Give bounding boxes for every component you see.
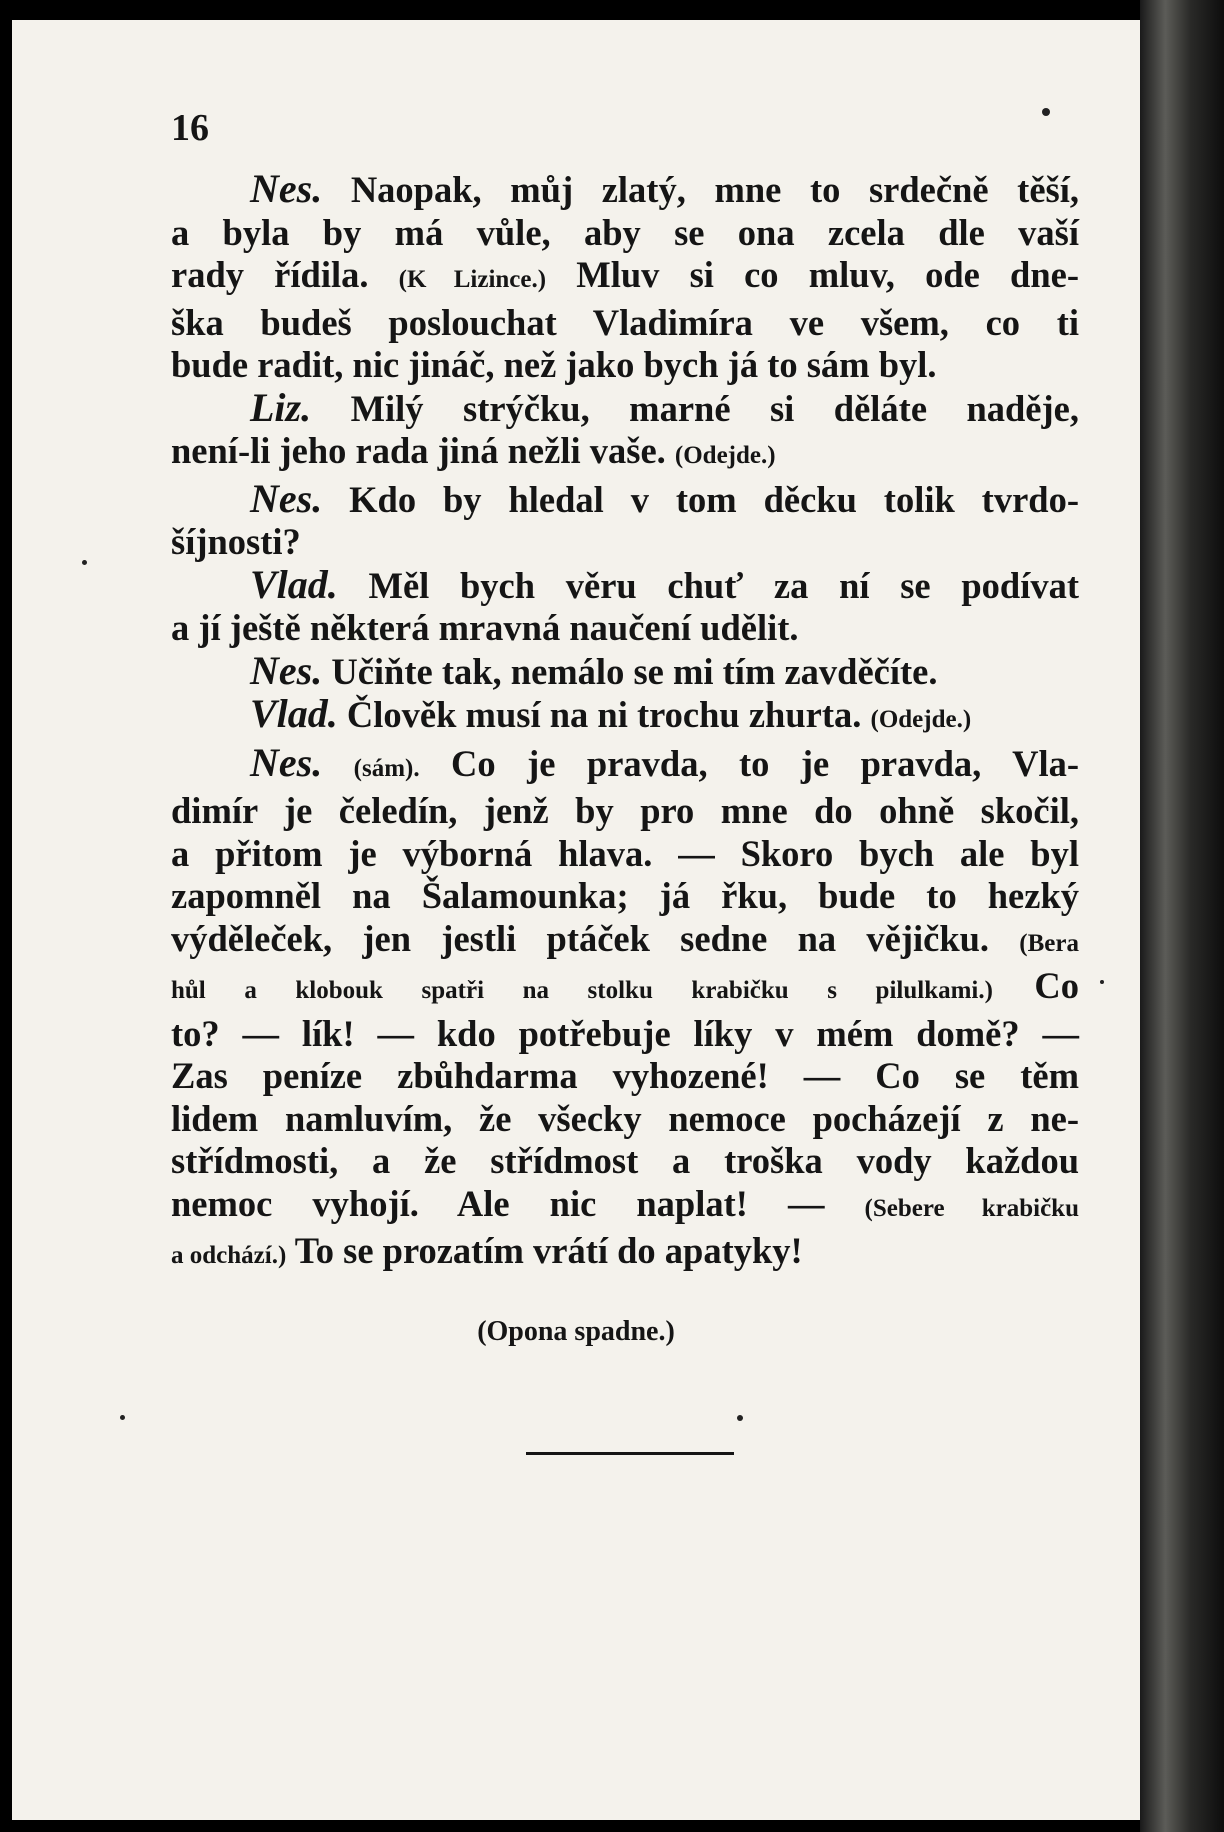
line-text: šíjnosti? — [171, 521, 301, 562]
text-line — [171, 833, 1079, 876]
line-text: Co je pravda, to je pravda, Vla- — [419, 742, 1079, 784]
text-line — [171, 168, 1079, 212]
text-line — [171, 384, 1079, 431]
text-line — [171, 212, 1079, 255]
page-number: 16 — [171, 107, 209, 149]
text-line — [171, 1055, 1079, 1098]
stage-direction: (Odejde.) — [674, 442, 776, 469]
line-text: Měl bych věru chuť za ní se podívat — [337, 564, 1079, 606]
line-text: Kdo by hledal v tom děcku tolik tvrdo- — [322, 478, 1079, 520]
line-text: Naopak, můj zlatý, mne to srdečně těší, — [322, 169, 1079, 210]
line-text: Mluv si co mluv, ode dne- — [546, 254, 1079, 295]
text-line — [171, 561, 1079, 608]
text-line — [171, 1140, 1079, 1183]
stage-direction-curtain: (Opona spadne.) — [477, 1316, 675, 1347]
line-text: Učiňte tak, nemálo se mi tím zavděčíte. — [322, 650, 938, 692]
stage-direction: (K Lizince.) — [398, 266, 547, 293]
line-text: a přitom je výborná hlava. — Skoro bych ale byl — [171, 832, 1079, 874]
line-text: Co — [992, 965, 1080, 1006]
text-line — [171, 302, 1079, 345]
text-line — [171, 918, 1079, 966]
line-text: bude radit, nic jináč, než jako bych já to sám byl. — [171, 344, 937, 385]
line-text: dimír je čeledín, jenž by pro mne do ohně skočil, — [171, 790, 1079, 831]
text-line — [171, 875, 1079, 918]
stage-direction: (Odejde.) — [870, 706, 972, 733]
speaker-name: Liz. — [250, 384, 312, 430]
speaker-name: Nes. — [250, 166, 323, 211]
print-speck — [1042, 108, 1050, 116]
line-text — [322, 743, 353, 784]
line-text: Milý strýčku, marné si děláte naděje, — [311, 387, 1079, 429]
print-speck — [737, 1415, 743, 1421]
text-line — [171, 1013, 1079, 1056]
stage-direction: (Bera — [1019, 929, 1079, 957]
stage-direction: hůl a klobouk spatři na stolku krabičku s pilulkami.) — [171, 977, 993, 1004]
text-line — [171, 1183, 1079, 1231]
line-text: ška budeš poslouchat Vladimíra ve všem, co ti — [171, 301, 1079, 343]
speaker-name: Vlad. — [250, 561, 338, 607]
line-text: zapomněl na Šalamounka; já řku, bude to hezký — [171, 875, 1079, 916]
print-speck — [120, 1415, 125, 1420]
line-text: To se prozatím vrátí do apatyky! — [286, 1230, 803, 1271]
line-text: Zas peníze zbůhdarma vyhozené! — Co se těm — [171, 1055, 1079, 1096]
speaker-name: Nes. — [250, 739, 323, 785]
text-line — [171, 475, 1079, 522]
line-text: výdělеček, jen jestli ptáček sedne na vějičku. — [171, 917, 1020, 959]
end-rule — [526, 1452, 734, 1455]
book-spine — [1140, 0, 1224, 1832]
book-page — [12, 20, 1140, 1820]
line-text: nemoc vyhojí. Ale nic naplat! — — [171, 1182, 865, 1224]
line-text: a byla by má vůle, aby se ona zcela dle vaší — [171, 211, 1079, 253]
text-line — [171, 1230, 1079, 1278]
text-line — [171, 739, 1079, 791]
print-speck — [82, 560, 87, 565]
text-line — [171, 521, 1079, 564]
text-line — [171, 1098, 1079, 1141]
speaker-name: Nes. — [250, 647, 323, 693]
text-line — [171, 607, 1079, 650]
text-line — [171, 344, 1079, 387]
speaker-name: Nes. — [250, 475, 323, 521]
text-line — [171, 790, 1079, 833]
line-text: rady řídila. — [171, 254, 399, 295]
print-speck — [1100, 980, 1104, 984]
text-line — [171, 430, 1079, 478]
stage-direction: (sám). — [353, 754, 420, 782]
text-line — [171, 693, 1079, 742]
text-line — [171, 965, 1079, 1013]
stage-direction: a odchází.) — [171, 1242, 287, 1269]
line-text: není-li jeho rada jiná nežli vaše. — [171, 430, 675, 471]
line-text: Člověk musí na ni trochu zhurta. — [337, 694, 871, 735]
line-text: střídmosti, a že střídmost a troška vody každou — [171, 1140, 1079, 1181]
play-text — [171, 168, 1079, 1278]
line-text: a jí ještě některá mravná naučení udělit. — [171, 607, 799, 648]
text-line — [171, 254, 1079, 302]
line-text: lidem namluvím, že všecky nemoce pocházejí z ne- — [171, 1097, 1079, 1139]
speaker-name: Vlad. — [250, 691, 338, 736]
text-line — [171, 647, 1079, 694]
line-text: to? — lík! — kdo potřebuje líky v mém domě? — — [171, 1012, 1079, 1054]
stage-direction: (Sebere krabičku — [864, 1194, 1079, 1222]
